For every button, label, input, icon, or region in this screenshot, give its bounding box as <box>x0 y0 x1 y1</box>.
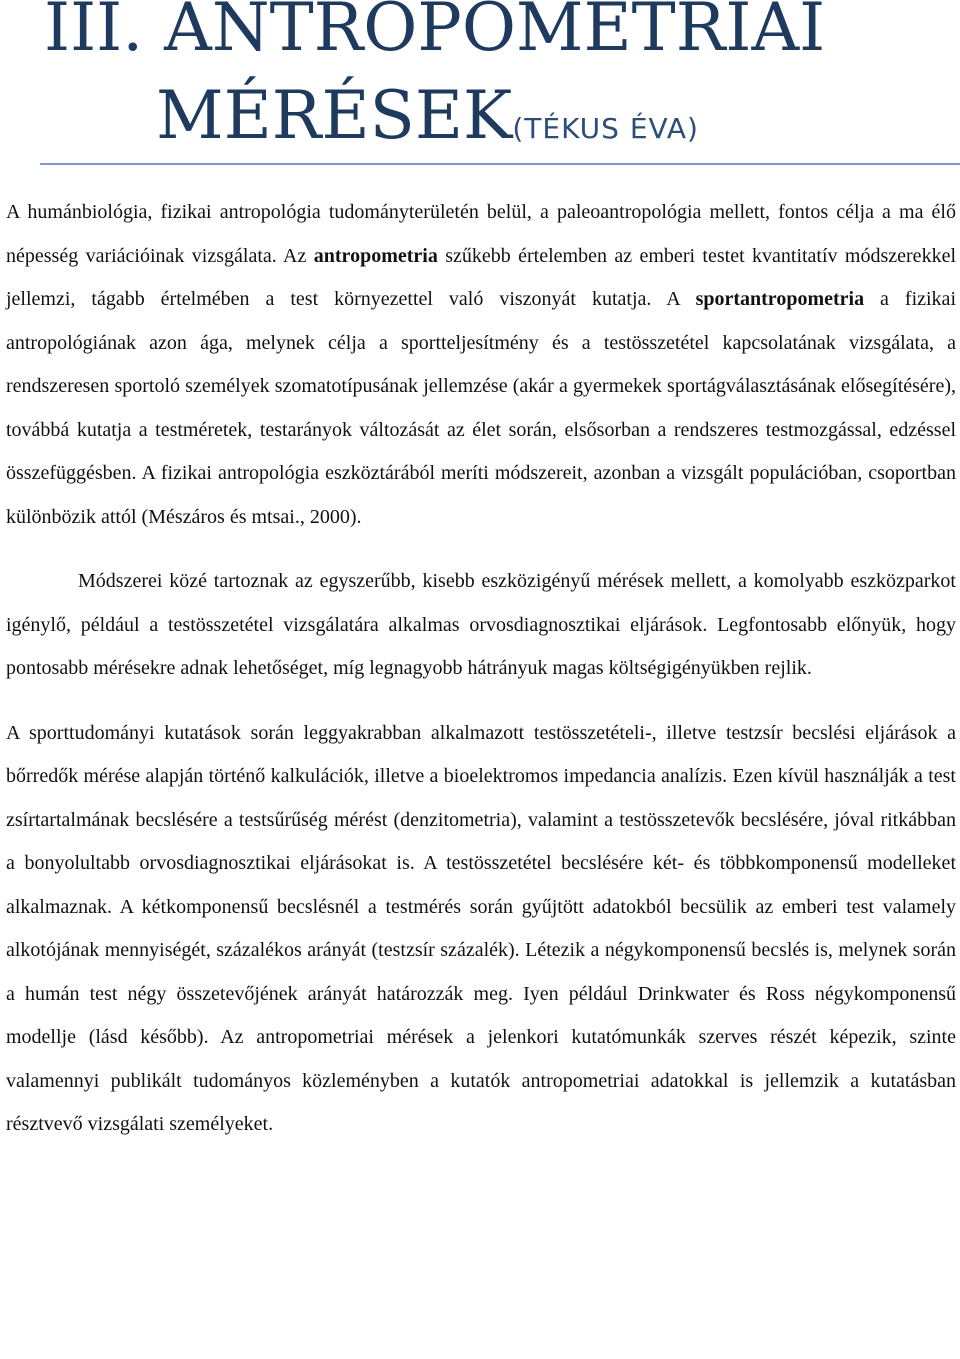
paragraph-2: Módszerei közé tartoznak az egyszerűbb, kisebb eszközigényű mérések mellett, a komolyabb eszközparkot igénylő, például a testösszetétel vizsgálatára alkalmas orvosdiagnosztikai eljárások. Legfontosabb előnyük, hogy pontosabb mérésekre adnak lehetőséget, míg legnagyobb hátrányuk magas költségigényükben rejlik. <box>6 570 956 679</box>
term-antropometria: antropometria <box>313 244 438 267</box>
chapter-title-line1: III. ANTROPOMETRIAI <box>44 0 826 66</box>
body-text <box>6 191 956 1147</box>
chapter-title-line2-wrap <box>44 72 825 173</box>
term-sportantropometria: sportantropometria <box>695 288 865 310</box>
paragraph-1 <box>6 191 956 539</box>
paragraph-1-part-a: A humánbiológia, fizikai antropológia tudományterületén belül, a paleoantropológia mellett, fontos célja a ma élő népesség variációinak vizsgálata. Az <box>6 201 956 267</box>
chapter-title <box>44 0 825 173</box>
title-divider <box>40 163 960 165</box>
paragraph-3: A sporttudományi kutatások során leggyakrabban alkalmazott testösszetételi-, illetve testzsír becslési eljárások a bőrredők mérése alapján történő kalkulációk, illetve a bioelektromos impedancia analízis. Ezen kívül használják a test zsírtartalmának becslésére a testsűrűség mérést (denzitometria), valamint a testösszetevők becslésére, jóval ritkábban a bonyolultabb orvosdiagnosztikai eljárásokat is. A testösszetétel becslésére két- és többkomponensű modelleket alkalmaznak. A kétkomponensű becslésnél a testmérés során gyűjtött adatokból becsülik az emberi test valamely alkotójának mennyiségét, százalékos arányát (testzsír százalék). Létezik a négykomponensű becslés is, melynek során a humán test négy összetevőjének arányát határozzák meg. Iyen például Drinkwater és Ross négykomponensű modellje (lásd később). Az antropometriai mérések a jelenkori kutatómunkák szerves részét képezik, szinte valamennyi publikált tudományos közleményben a kutatók antropometriai adatokkal is jellemzik a kutatásban résztvevő vizsgálati személyeket. <box>6 721 956 1135</box>
paragraph-1-part-e: a fizikai antropológiának azon ága, melynek célja a sportteljesítmény és a testösszetétel kapcsolatának vizsgálata, a rendszeresen sportoló személyek szomatotípusának jellemzése (akár a gyermekek sportágválasztásának elősegítésére), továbbá kutatja a testméretek, testarányok változását az élet során, elsősorban a rendszeres testmozgással, edzéssel összefüggésben. A fizikai antropológia eszköztárából meríti módszereit, azonban a vizsgált populációban, csoportban különbözik attól (Mészáros és mtsai., 2000). <box>6 288 956 528</box>
paragraph-1-part-c: szűkebb értelemben az emberi testet kvantitatív módszerekkel jellemzi, tágabb értelmében a test környezettel való viszonyát kutatja. A <box>6 244 956 310</box>
chapter-author: (TÉKUS ÉVA) <box>512 112 699 145</box>
chapter-title-line2: MÉRÉSEK <box>156 77 513 154</box>
